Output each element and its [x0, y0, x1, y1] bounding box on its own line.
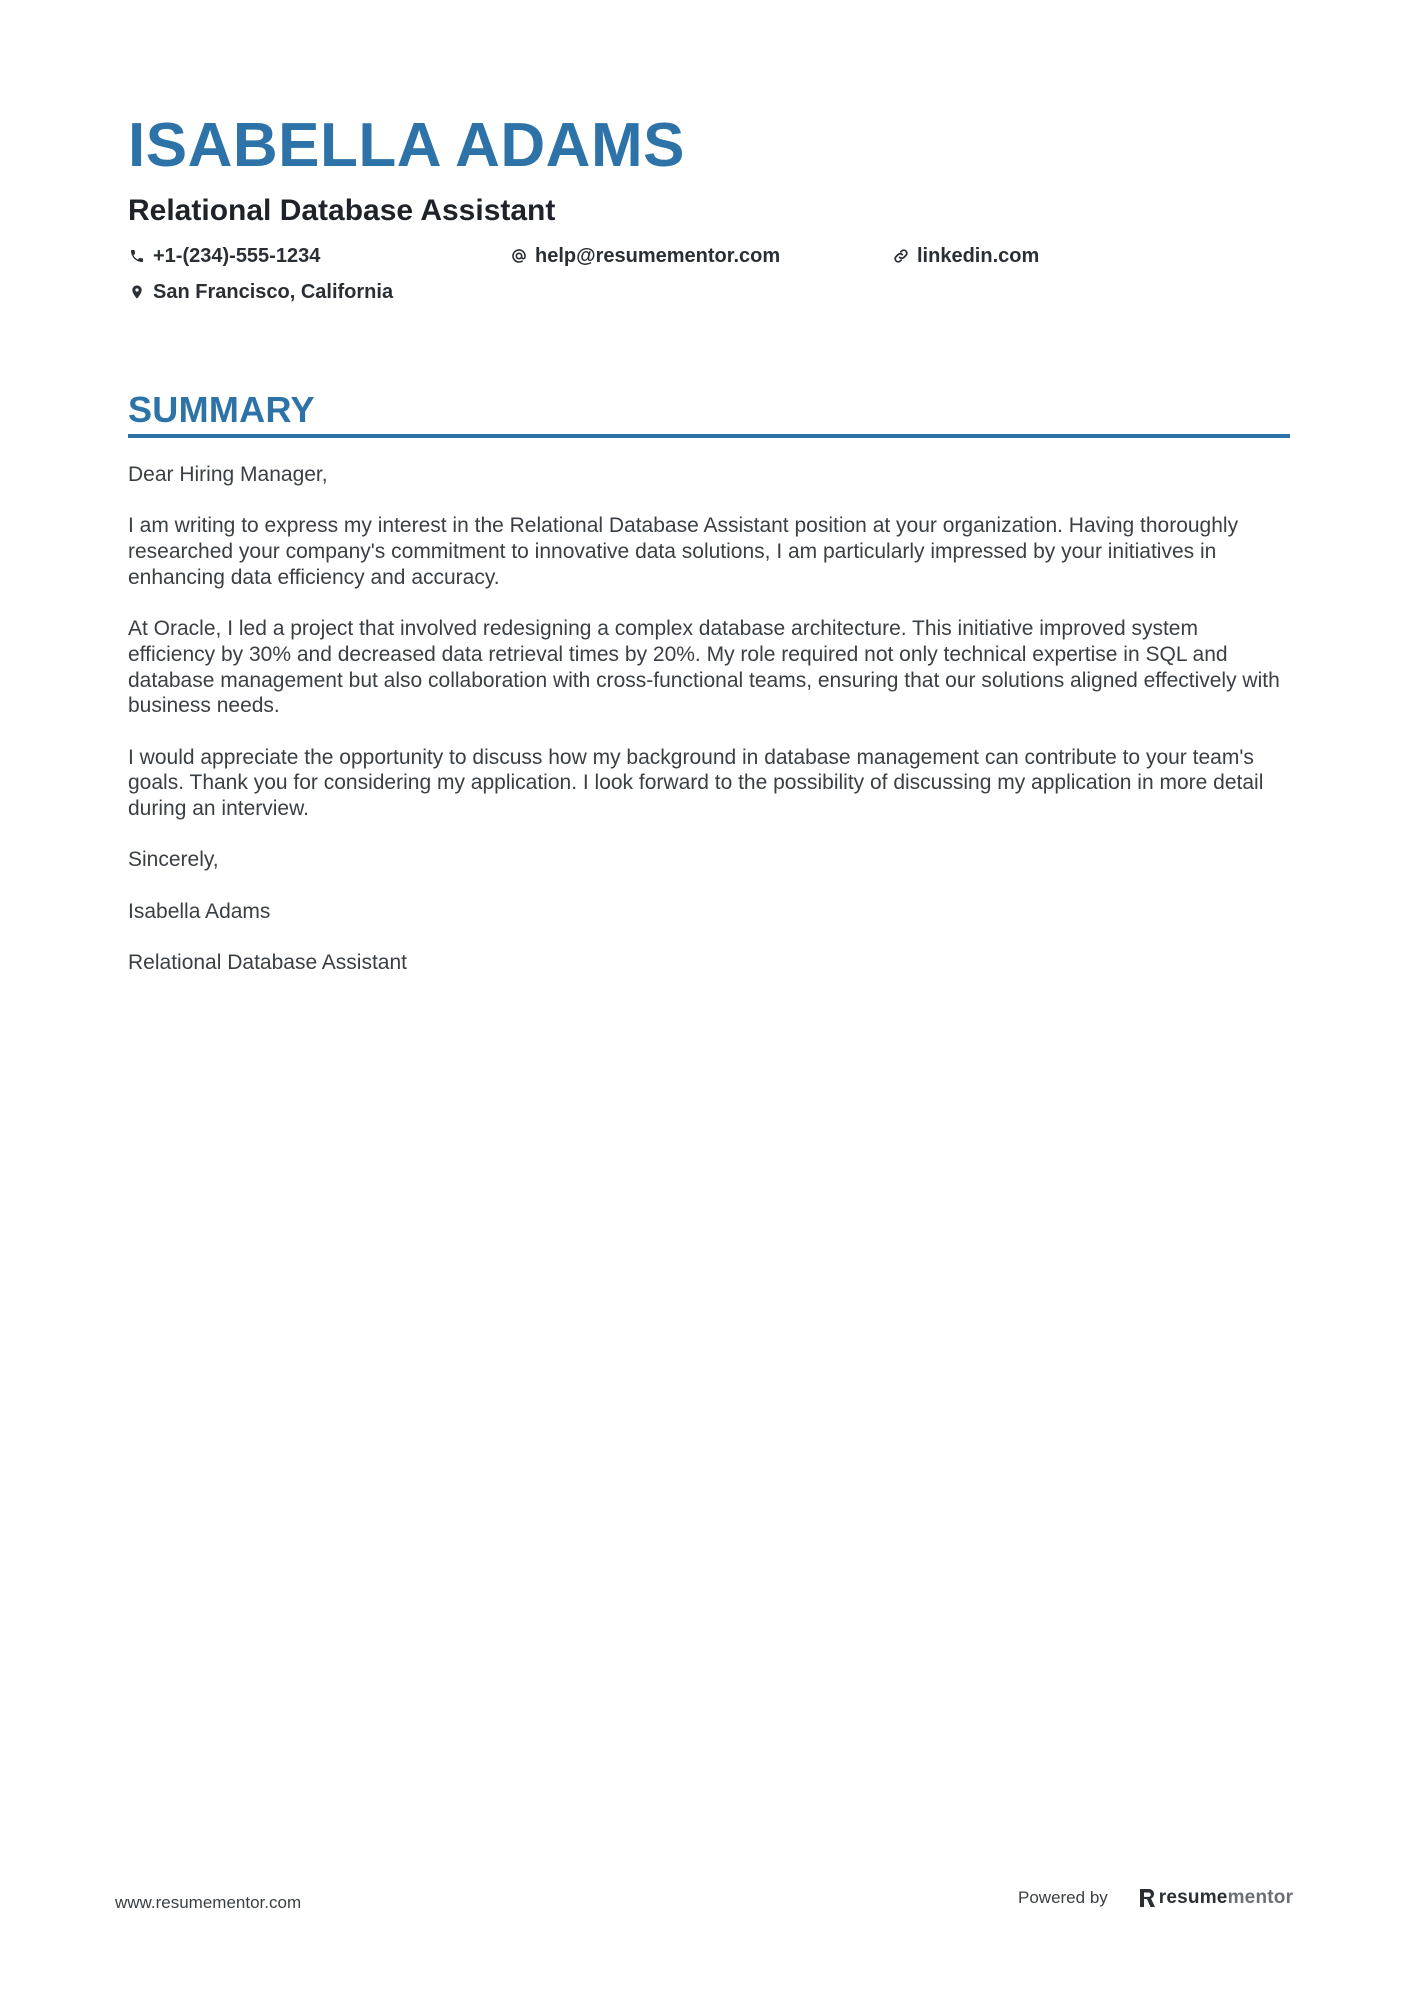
- email-text[interactable]: help@resumementor.com: [535, 244, 781, 267]
- cover-letter-body: [128, 462, 1290, 976]
- footer-website[interactable]: www.resumementor.com: [115, 1893, 302, 1912]
- footer-branding: [1018, 1887, 1293, 1909]
- brand-logo[interactable]: [1138, 1887, 1293, 1909]
- signature-name: Isabella Adams: [128, 899, 271, 923]
- salutation: Dear Hiring Manager,: [128, 463, 328, 486]
- job-title: Relational Database Assistant: [128, 194, 556, 227]
- resumementor-logo-icon: [1138, 1888, 1156, 1908]
- section-heading: SUMMARY: [128, 389, 315, 430]
- contact-website[interactable]: [892, 242, 1274, 270]
- summary-section: [128, 386, 1290, 1002]
- brand-name-part1: resume: [1158, 1887, 1228, 1908]
- contact-list: [128, 242, 1288, 306]
- phone-icon: [128, 247, 146, 265]
- closing: Sincerely,: [128, 848, 219, 872]
- location-text: San Francisco, California: [153, 280, 394, 303]
- contact-email[interactable]: [510, 242, 892, 270]
- section-divider: [128, 434, 1290, 438]
- phone-text: +1-(234)-555-1234: [153, 244, 321, 267]
- letter-paragraph: I am writing to express my interest in the Relational Database Assistant position at your organization. Having thoroughly researched your company's commitment to innovative data solutions, I am particularly impressed by your initiatives in enhancing data efficiency and accuracy.: [128, 514, 1239, 589]
- header: [128, 108, 1288, 306]
- contact-phone: [128, 242, 510, 270]
- candidate-name: ISABELLA ADAMS: [128, 111, 685, 180]
- contact-location: [128, 278, 510, 306]
- website-text[interactable]: linkedin.com: [917, 244, 1040, 267]
- signature-title: Relational Database Assistant: [128, 951, 407, 975]
- link-icon: [892, 247, 910, 265]
- letter-paragraph: I would appreciate the opportunity to discuss how my background in database management can contribute to your team's goals. Thank you for considering my application. I look forward to the possibility of discussing my application in more detail during an interview.: [128, 745, 1264, 821]
- at-icon: [510, 247, 528, 265]
- powered-by-text: Powered by: [1018, 1888, 1108, 1907]
- letter-paragraph: At Oracle, I led a project that involved redesigning a complex database architecture. This initiative improved system efficiency by 30% and decreased data retrieval times by 20%. My role required not only technical expertise in SQL and database management but also collaboration with cross-functional teams, ensuring that our solutions aligned effectively with business needs.: [128, 617, 1280, 718]
- location-pin-icon: [128, 283, 146, 301]
- brand-name-part2: mentor: [1227, 1887, 1294, 1908]
